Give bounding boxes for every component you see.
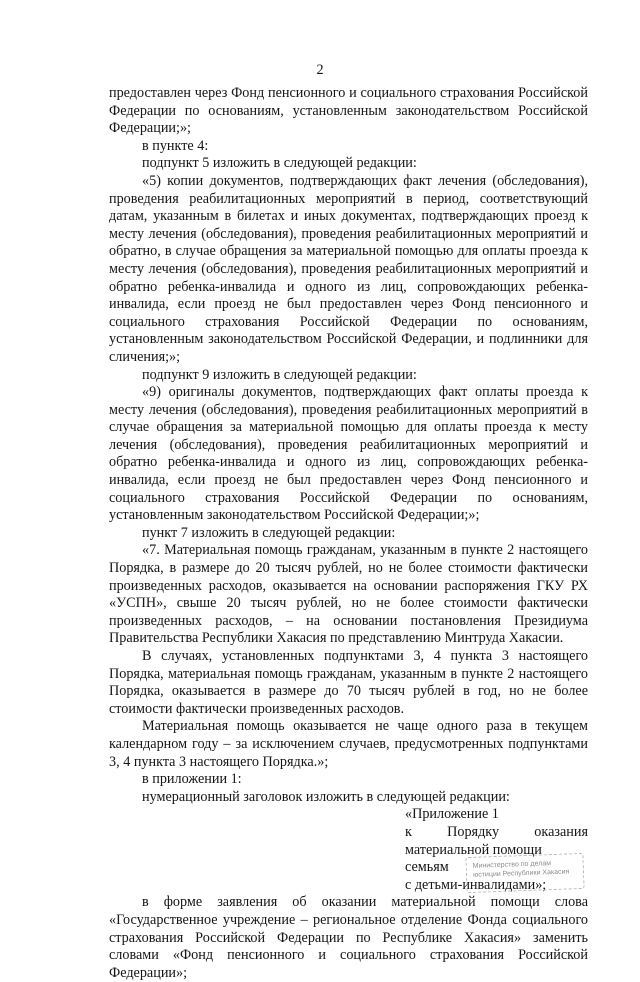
paragraph: «5) копии документов, подтверждающих факт лечения (обследования), проведения реабилитационных мероприятий в период, соответствующий датам, указанным в билетах и иных документах, подтверждающих проезд к месту лечения (обследования), проведения реабилитационных мероприятий и обратно, в случае обращения за материальной помощью для оплаты проезда к месту лечения (обследования), проведения реабилитационных мероприятий и обратно ребенка-инвалида и одного из лиц, сопровождающих ребенка-инвалида, если проезд не был предоставлен через Фонд пенсионного и социального страхования Российской Федерации по основаниям, установленным законодательством Российской Федерации, и подлинники для сличения;»;	[109, 172, 588, 365]
caption-line: «Приложение 1	[405, 806, 499, 823]
paragraph: «9) оригиналы документов, подтверждающих факт оплаты проезда к месту лечения (обследования), проведения реабилитационных мероприятий в случае обращения за материальной помощью для оплаты проезда к месту лечения (обследования), проведения реабилитационных мероприятий и обратно ребенка-инвалида и одного из лиц, сопровождающих ребенка-инвалида, если проезд не был предоставлен через Фонд пенсионного и социального страхования Российской Федерации по основаниям, установленным законодательством Российской Федерации;»;	[109, 384, 588, 524]
document-body	[109, 85, 588, 982]
paragraph: подпункт 9 изложить в следующей редакции:	[142, 366, 417, 383]
paragraph: в пункте 4:	[142, 137, 209, 154]
paragraph: в приложении 1:	[142, 771, 242, 788]
paragraph: пункт 7 изложить в следующей редакции:	[142, 524, 396, 541]
registration-stamp	[465, 853, 584, 893]
paragraph: подпункт 5 изложить в следующей редакции:	[142, 155, 417, 172]
stamp-line: Министерство по делам	[472, 860, 552, 870]
paragraph: предоставлен через Фонд пенсионного и социального страхования Российской Федерации по основаниям, установленным законодательством Российской Федерации;»;	[109, 85, 588, 137]
caption-line: материальной помощи семьям	[405, 841, 542, 876]
caption-line: к Порядку оказания	[405, 823, 588, 840]
caption-line: с детьми-инвалидами»;	[405, 876, 547, 893]
page-number: 2	[316, 62, 324, 78]
stamp-line: юстиции Республики Хакасия	[472, 868, 570, 879]
paragraph: В случаях, установленных подпунктами 3, 4 пункта 3 настоящего Порядка, материальная помощь гражданам, указанным в пункте 2 настоящего Порядка, оказывается в размере до 70 тысяч рублей в год, но не более стоимости фактически произведенных расходов.	[109, 648, 588, 717]
paragraph: Материальная помощь оказывается не чаще одного раза в текущем календарном году – за исключением случаев, предусмотренных подпунктами 3, 4 пункта 3 настоящего Порядка.»;	[109, 718, 588, 770]
paragraph: в форме заявления об оказании материальной помощи слова «Государственное учреждение – региональное отделение Фонда социального страхования Российской Федерации по Республике Хакасия» заменить словами «Фонд пенсионного и социального страхования Российской Федерации»;	[109, 894, 588, 981]
paragraph: нумерационный заголовок изложить в следующей редакции:	[142, 788, 510, 805]
paragraph: «7. Материальная помощь гражданам, указанным в пункте 2 настоящего Порядка, в размере до 20 тысяч рублей, но не более стоимости фактически произведенных расходов, оказывается на основании распоряжения ГКУ РХ «УСПН», свыше 20 тысяч рублей, но не более стоимости фактически произведенных расходов, – на основании постановления Президиума Правительства Республики Хакасия по представлению Минтруда Хакасии.	[109, 542, 588, 647]
